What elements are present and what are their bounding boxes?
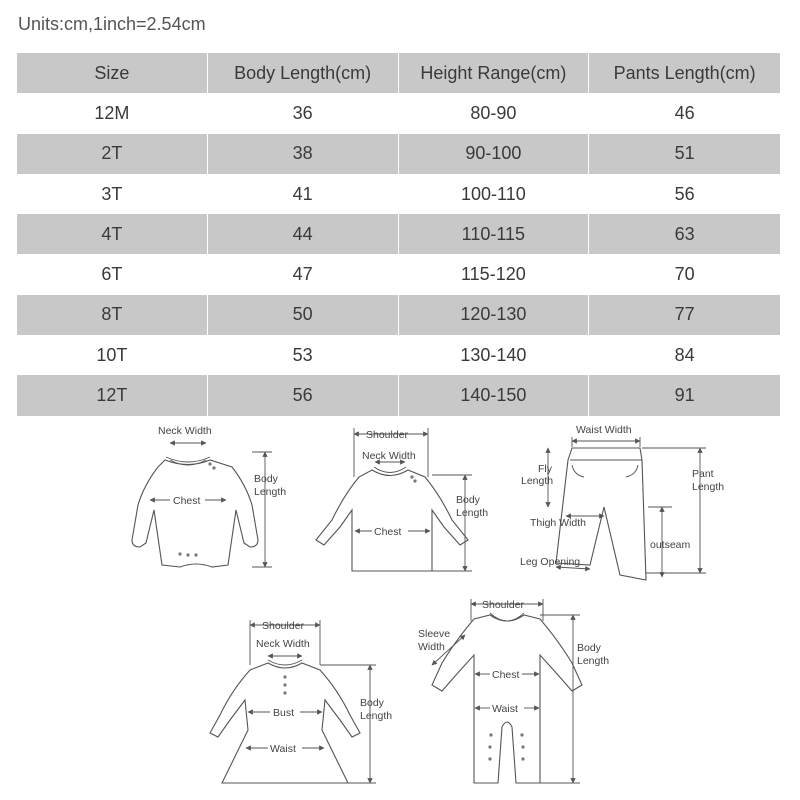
dress-bust-label: Bust <box>273 707 295 719</box>
dress-shoulder-label: Shoulder <box>262 620 305 632</box>
cell-pants-length: 91 <box>589 375 780 415</box>
dress-body-label: Body <box>360 697 384 709</box>
romper-body-label: Body <box>577 642 601 654</box>
romper-sleeve-width-label: Width <box>418 641 445 653</box>
shirt-diagram <box>316 428 488 571</box>
cell-pants-length: 77 <box>589 295 780 335</box>
table-row <box>17 295 780 335</box>
cell-size: 10T <box>17 335 208 375</box>
measurement-diagrams <box>0 415 800 800</box>
romper-shoulder-label: Shoulder <box>482 599 525 611</box>
cell-pants-length: 56 <box>589 174 780 214</box>
cell-pants-length: 46 <box>589 93 780 133</box>
bodysuit-chest-label: Chest <box>173 495 201 507</box>
units-note: Units:cm,1inch=2.54cm <box>18 14 206 34</box>
cell-body-length: 56 <box>208 375 399 415</box>
table-row <box>17 335 780 375</box>
cell-body-length: 50 <box>208 295 399 335</box>
bodysuit-body-label: Body <box>254 473 278 485</box>
dress-neck-width-label: Neck Width <box>256 638 310 650</box>
bodysuit-neck-width-label: Neck Width <box>158 425 212 437</box>
cell-height-range: 120-130 <box>399 295 590 335</box>
cell-size: 8T <box>17 295 208 335</box>
cell-height-range: 115-120 <box>399 254 590 294</box>
shirt-shoulder-label: Shoulder <box>366 429 409 441</box>
cell-height-range: 140-150 <box>399 375 590 415</box>
dress-diagram <box>210 620 392 783</box>
romper-chest-label: Chest <box>492 669 520 681</box>
bodysuit-diagram <box>132 425 286 567</box>
cell-size: 3T <box>17 174 208 214</box>
shirt-neck-width-label: Neck Width <box>362 450 416 462</box>
cell-height-range: 90-100 <box>399 134 590 174</box>
shirt-chest-label: Chest <box>374 526 402 538</box>
table-row <box>17 375 780 415</box>
pants-leg-opening-label: Leg Opening <box>520 556 581 568</box>
header-size: Size <box>17 53 208 93</box>
romper-sleeve-label: Sleeve <box>418 628 451 640</box>
cell-size: 4T <box>17 214 208 254</box>
romper-diagram <box>418 599 609 783</box>
dress-length-label: Length <box>360 710 393 722</box>
pants-pant-length-label: Length <box>692 481 725 493</box>
cell-body-length: 44 <box>208 214 399 254</box>
header-pants-length: Pants Length(cm) <box>589 53 780 93</box>
table-row <box>17 134 780 174</box>
cell-pants-length: 51 <box>589 134 780 174</box>
dress-waist-label: Waist <box>270 743 296 755</box>
pants-outseam-label: outseam <box>650 539 691 551</box>
cell-pants-length: 84 <box>589 335 780 375</box>
table-row <box>17 254 780 294</box>
cell-height-range: 130-140 <box>399 335 590 375</box>
bodysuit-length-label: Length <box>254 486 287 498</box>
header-height-range: Height Range(cm) <box>399 53 590 93</box>
pants-thigh-width-label: Thigh Width <box>530 517 587 529</box>
cell-pants-length: 70 <box>589 254 780 294</box>
header-body-length: Body Length(cm) <box>208 53 399 93</box>
pants-fly-length-label: Length <box>521 475 554 487</box>
cell-height-range: 110-115 <box>399 214 590 254</box>
size-chart-table <box>17 53 780 416</box>
shirt-length-label: Length <box>456 507 489 519</box>
cell-height-range: 100-110 <box>399 174 590 214</box>
cell-size: 12M <box>17 93 208 133</box>
table-row <box>17 174 780 214</box>
cell-body-length: 41 <box>208 174 399 214</box>
pants-waist-width-label: Waist Width <box>576 424 632 436</box>
table-row <box>17 93 780 133</box>
cell-body-length: 47 <box>208 254 399 294</box>
pants-diagram <box>520 424 724 580</box>
pants-fly-label: Fly <box>538 463 552 475</box>
cell-size: 6T <box>17 254 208 294</box>
table-header-row <box>17 53 780 93</box>
cell-body-length: 36 <box>208 93 399 133</box>
cell-body-length: 38 <box>208 134 399 174</box>
romper-waist-label: Waist <box>492 703 518 715</box>
cell-body-length: 53 <box>208 335 399 375</box>
cell-pants-length: 63 <box>589 214 780 254</box>
shirt-body-label: Body <box>456 494 480 506</box>
cell-height-range: 80-90 <box>399 93 590 133</box>
cell-size: 2T <box>17 134 208 174</box>
cell-size: 12T <box>17 375 208 415</box>
pants-pant-label: Pant <box>692 468 714 480</box>
table-row <box>17 214 780 254</box>
romper-length-label: Length <box>577 655 610 667</box>
